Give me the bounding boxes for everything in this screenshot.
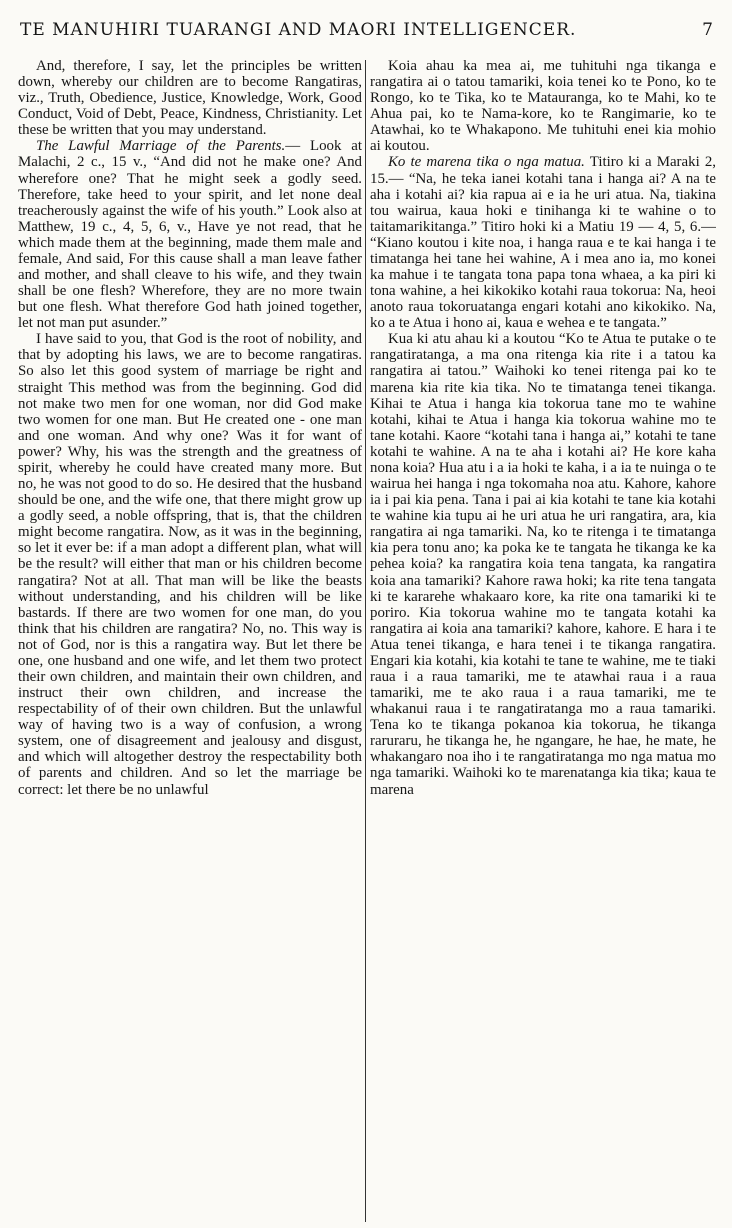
page-header [20,20,718,50]
maori-column [370,58,716,1224]
section-heading: The Lawful Marriage of the Parents. [36,138,286,155]
paragraph-principles: And, therefore, I say, let the principles be written down, whereby our children are to become Rangatiras, viz., Truth, Obedience, Justice, Knowledge, Work, Good Conduct, Void of Debt, Peace, Kindness, Christianity. Let these be written that you may understand. [18,58,362,139]
column-divider [365,60,366,1222]
paragraph-marena-tika [370,154,716,331]
paragraph-lawful-marriage [18,138,362,331]
paragraph-putake: Kua ki atu ahau ki a koutou “Ko te Atua te putake o te rangatiratanga, a ma ona ritenga kia rite i a tatou ka rangatira ai tatou.” Waihoki ko tenei ritenga pai ko te marena kia rite kia tika. No te timatanga tenei tikanga. Kihai te Atua i hanga kia tokorua tane mo te wahine kotahi, kihai te Atua i hanga kia tokorua wahine mo te tane kotahi. Kaore “kotahi tana i hanga ai,” kotahi te tane kotahi te wahine. A na te aha i kotahi ai? He kore kaha nona koia? Hua atu i a ia hoki te kaha, i a ia te nuinga o te wairua hei hanga i nga tokomaha noa atu. Kahore, kahore ia i pai kia pena. Tana i pai ai kia kotahi te tane kia kotahi te wahine kia tupu ai he uri atua he uri rangatira, ara, kia rangatira ai nga tamariki. Na, ko te ritenga i te timatanga kia pera tonu ano; ka poka ke te tangata he tikanga ke ka pehea koia? ka rangatira koia tena tangata, ka rangatira koia ana tamariki? Kahore rawa hoki; ka rite tena tangata ki te kararehe whakaaro kore, ka rite ona tamariki ki te poriro. Kia tokorua wahine mo te tangata kotahi ka rangatira ai koia ana tamariki? kahore, kahore. E hara i te Atua tenei tikanga, e hara tenei i te tikanga rangatira. Engari kia kotahi, kia kotahi te tane te wahine, me te tiaki raua i a raua tamariki, me te atawhai raua i a raua tamariki, me te ako raua i a raua tamariki, me te whakanui raua i te rangatiratanga mo a raua tamariki. Tena ko te tikanga pokanoa kia tokorua, he tikanga raruraru, he tikanga he, he ngangare, he hae, he mate, he whakangaro noa iho i te rangatiratanga mo nga matua mo nga tamariki. Waihoki ko te marenatanga kia tika; kaua te marena [370,331,716,798]
paragraph-text: — Look at Malachi, 2 c., 15 v., “And did not he make one? And wherefore one? That he might seek a godly seed. Therefore, take heed to your spirit, and let none deal treacherously against the wife of his youth.” Look also at Matthew, 19 c., 4, 5, 6, v., Have ye not read, that he which made them at the beginning, made them male and female, And said, For this cause shall a man leave father and mother, and shall cleave to his wife, and they twain shall be one flesh? Wherefore, they are no more twain but one flesh. What therefore God hath joined together, let not man put asunder.” [18,138,362,332]
paragraph-text: Titiro ki a Maraki 2, 15.— “Na, he teka ianei kotahi tana i hanga ai? A na te aha i kotahi ai? kia rapua ai e ia he uri atua. Na, tiakina tou wairua, kaua hoki e tinihanga ki te wahine o to taitamarikitanga.” Titiro hoki ki a Matiu 19 — 4, 5, 6.— “Kiano koutou i kite noa, i hanga raua e te kai hanga i te timatanga hei tane hei wahine, A i mea ano ia, mo konei ka mahue i te tangata tona papa tona whaea, a ka piri ki tona wahine, a hei kikokiko kotahi raua tokorua: Na, heoi anoto raua tokoruatanga engari kotahi ano kikokiko. Na, ko a te Atua i hono ai, kaua e wehea e te tangata.” [370,154,716,332]
paragraph-root-of-nobility: I have said to you, that God is the root of nobility, and that by adopting his laws, we are to become rangatiras. So also let this good system of marriage be right and straight This method was from the beginning. God did not make two men for one woman, nor did God make two women for one man. But He created one - one man and one woman. And why one? Was it for want of power? Why, his was the strength and the greatness of spirit, whereby he could have created many more. But no, he was not good to do so. He desired that the husband should be one, and the wife one, that there might grow up a godly seed, a noble offspring, that is, that the children might become rangatira. Now, as it was in the beginning, so let it ever be: if a man adopt a different plan, what will be the result? will either that man or his children become rangatira? Not at all. That man will be like the beasts without understanding, and his children will be like bastards. If there are two women for one man, do you think that his children are rangatira? No, no. This way is not of God, nor is this a rangatira way. But let there be one, one husband and one wife, and let them two protect their own children, and maintain their own children, and instruct their own children, and increase the respectability of of their own children. But the unlawful way of having two is a way of confusion, a wrong system, one of disagreement and jealousy and disgust, and which will altogether destroy the respectability both of parents and children. And so let the marriage be correct: let there be no unlawful [18,331,362,798]
page-title: TE MANUHIRI TUARANGI AND MAORI INTELLIGENCER. [20,20,577,40]
section-heading: Ko te marena tika o nga matua. [388,154,585,171]
english-column [18,58,362,1224]
page-number: 7 [702,20,714,40]
paragraph-tikanga: Koia ahau ka mea ai, me tuhituhi nga tikanga e rangatira ai o tatou tamariki, koia tenei ko te Pono, ko te Rongo, ko te Tika, ko te Matauranga, ko te Mahi, ko te Ahua pai, ko te Nama-kore, ko te Rangimarie, ko te Atawhai, ko te Whakapono. Me tuhituhi enei kia mohio ai koutou. [370,58,716,155]
